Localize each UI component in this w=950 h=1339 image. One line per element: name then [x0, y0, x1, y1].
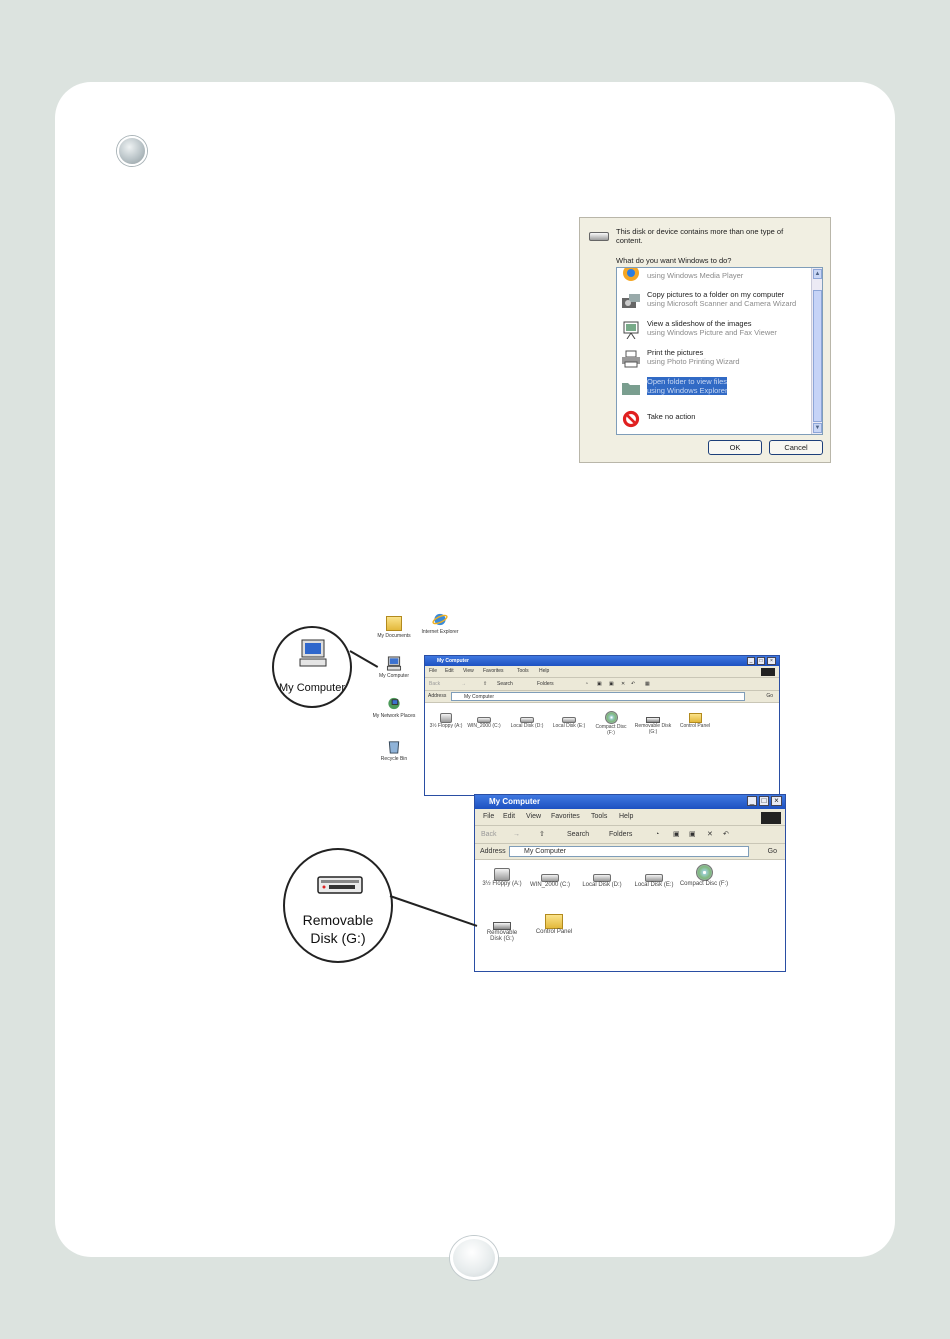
address-label: Address [480, 848, 506, 855]
close-icon[interactable]: × [771, 796, 782, 806]
menu-bar [475, 809, 785, 826]
file-view [475, 860, 785, 971]
page-number-badge [450, 1236, 498, 1280]
explorer-window-large [474, 794, 786, 972]
option-slideshow[interactable]: View a slideshow of the images using Windows Picture and Fax Viewer [621, 319, 801, 345]
search-button[interactable]: Search [497, 681, 513, 687]
item-removable-disk[interactable]: Removable Disk (G:) [633, 717, 673, 735]
maximize-icon[interactable]: □ [759, 796, 769, 806]
desktop-my-computer[interactable]: My Computer [371, 656, 417, 679]
address-label: Address [428, 693, 447, 699]
compact-disc-icon [696, 864, 713, 881]
my-documents-icon [386, 616, 402, 631]
delete-icon[interactable]: ✕ [707, 831, 713, 838]
menu-help[interactable]: Help [539, 668, 550, 674]
menu-favorites[interactable]: Favorites [483, 668, 504, 674]
windows-logo-icon [761, 668, 775, 676]
media-player-icon [621, 267, 641, 282]
item-drive-c[interactable]: WIN_2000 (C:) [529, 874, 571, 888]
dialog-question: What do you want Windows to do? [616, 256, 732, 265]
hard-drive-icon [541, 874, 559, 882]
folders-button[interactable]: Folders [537, 681, 554, 687]
delete-icon[interactable]: ✕ [621, 681, 626, 687]
back-button[interactable]: Back [429, 681, 441, 687]
desktop-screenshot [368, 606, 828, 796]
copy-to-icon[interactable]: ▣ [689, 831, 696, 838]
option-copy-pictures[interactable]: Copy pictures to a folder on my computer using Microsoft Scanner and Camera Wizard [621, 290, 801, 316]
menu-file[interactable]: File [429, 668, 438, 674]
folders-button[interactable]: Folders [609, 831, 633, 838]
hard-drive-icon [593, 874, 611, 882]
my-computer-icon [386, 656, 402, 671]
item-floppy[interactable]: 3½ Floppy (A:) [481, 868, 523, 887]
item-drive-d[interactable]: Local Disk (D:) [507, 717, 547, 729]
floppy-icon [440, 713, 452, 723]
slideshow-icon [621, 321, 641, 339]
item-control-panel[interactable]: Control Panel [675, 713, 715, 729]
title-bar: My Computer _ □ × [475, 795, 785, 809]
forward-icon[interactable]: → [461, 681, 466, 687]
my-computer-icon [298, 638, 328, 668]
address-bar [475, 844, 785, 860]
minimize-icon[interactable]: _ [747, 657, 755, 665]
windows-logo-icon [761, 812, 781, 824]
maximize-icon[interactable]: □ [757, 657, 765, 665]
recycle-bin-icon [386, 739, 402, 754]
undo-icon[interactable]: ↶ [723, 831, 729, 838]
compact-disc-icon [605, 711, 618, 724]
hard-drive-icon [645, 874, 663, 882]
up-folder-icon[interactable]: ⇧ [483, 681, 488, 687]
explorer-window-small [424, 655, 780, 796]
address-input[interactable]: My Computer [509, 846, 749, 857]
menu-edit[interactable]: Edit [445, 668, 454, 674]
up-folder-icon[interactable]: ⇧ [539, 831, 545, 838]
removable-disk-icon [493, 922, 511, 930]
menu-view[interactable]: View [526, 813, 542, 820]
ok-button[interactable]: OK [708, 440, 762, 455]
network-places-icon [386, 696, 402, 711]
move-to-icon[interactable]: ▣ [673, 831, 680, 838]
internet-explorer-icon [432, 612, 448, 627]
dialog-message: This disk or device contains more than one type of content. [616, 227, 784, 245]
item-drive-e[interactable]: Local Disk (E:) [549, 717, 589, 729]
search-button[interactable]: Search [567, 831, 590, 838]
move-to-icon[interactable]: ▣ [597, 681, 602, 687]
desktop-recycle-bin[interactable]: Recycle Bin [371, 739, 417, 762]
views-icon[interactable]: ▦ [645, 681, 650, 687]
removable-disk-callout: Removable Disk (G:) [283, 848, 393, 963]
file-view [425, 703, 779, 795]
item-drive-d[interactable]: Local Disk (D:) [577, 874, 627, 888]
item-removable-disk[interactable]: Removable Disk (G:) [481, 922, 523, 942]
close-icon[interactable]: × [767, 657, 776, 665]
control-panel-icon [545, 914, 563, 929]
item-control-panel[interactable]: Control Panel [529, 914, 579, 935]
menu-file[interactable]: File [483, 813, 495, 820]
item-drive-e[interactable]: Local Disk (E:) [629, 874, 679, 888]
cancel-button[interactable]: Cancel [769, 440, 823, 455]
minimize-icon[interactable]: _ [747, 796, 757, 806]
undo-icon[interactable]: ↶ [631, 681, 636, 687]
option-print[interactable]: Print the pictures using Photo Printing Wizard [621, 348, 801, 374]
drive-icon [589, 232, 609, 241]
address-bar [425, 691, 779, 703]
item-compact-disc[interactable]: Compact Disc (F:) [591, 711, 631, 736]
menu-view[interactable]: View [463, 668, 474, 674]
section-bullet-icon [117, 136, 147, 166]
folder-icon [621, 379, 641, 397]
scroll-up-icon[interactable]: ▲ [814, 271, 821, 277]
menu-tools[interactable]: Tools [517, 668, 529, 674]
address-input[interactable]: My Computer [451, 692, 745, 701]
history-icon[interactable]: ◔ [585, 681, 589, 687]
option-media-player[interactable]: using Windows Media Player [621, 267, 801, 288]
control-panel-icon [689, 713, 702, 723]
option-open-folder[interactable]: Open folder to view files using Windows Explorer [621, 377, 801, 403]
go-button[interactable]: Go [767, 848, 777, 855]
go-button[interactable]: Go [766, 693, 773, 699]
scroll-down-icon[interactable]: ▼ [814, 425, 821, 431]
menu-tools[interactable]: Tools [591, 813, 608, 820]
option-take-no-action[interactable]: Take no action [621, 408, 801, 434]
back-button[interactable]: Back [481, 831, 497, 838]
desktop-my-documents[interactable]: My Documents [371, 616, 417, 639]
removable-disk-icon [317, 874, 363, 896]
item-compact-disc[interactable]: Compact Disc (F:) [679, 864, 729, 887]
action-list[interactable] [616, 267, 823, 435]
toolbar [425, 678, 779, 691]
menu-edit[interactable]: Edit [503, 813, 516, 820]
menu-bar [425, 666, 779, 678]
item-drive-c[interactable]: WIN_2000 (C:) [467, 717, 501, 729]
floppy-icon [494, 868, 510, 881]
my-computer-callout: My Computer [272, 626, 352, 708]
menu-favorites[interactable]: Favorites [551, 813, 580, 820]
item-floppy[interactable]: 3½ Floppy (A:) [429, 713, 463, 729]
toolbar [475, 826, 785, 844]
camera-wizard-icon [621, 292, 641, 310]
forward-icon[interactable]: → [513, 831, 520, 838]
autoplay-dialog [579, 217, 831, 463]
desktop-internet-explorer[interactable]: Internet Explorer [417, 612, 463, 635]
desktop-my-network-places[interactable]: My Network Places [371, 696, 417, 719]
title-bar: My Computer _ □ × [425, 656, 779, 666]
copy-to-icon[interactable]: ▣ [609, 681, 614, 687]
no-action-icon [621, 410, 641, 428]
history-icon[interactable]: ◔ [655, 831, 660, 838]
list-scrollbar[interactable] [811, 268, 822, 434]
scroll-thumb[interactable] [813, 290, 822, 422]
printer-icon [621, 350, 641, 368]
menu-help[interactable]: Help [619, 813, 634, 820]
